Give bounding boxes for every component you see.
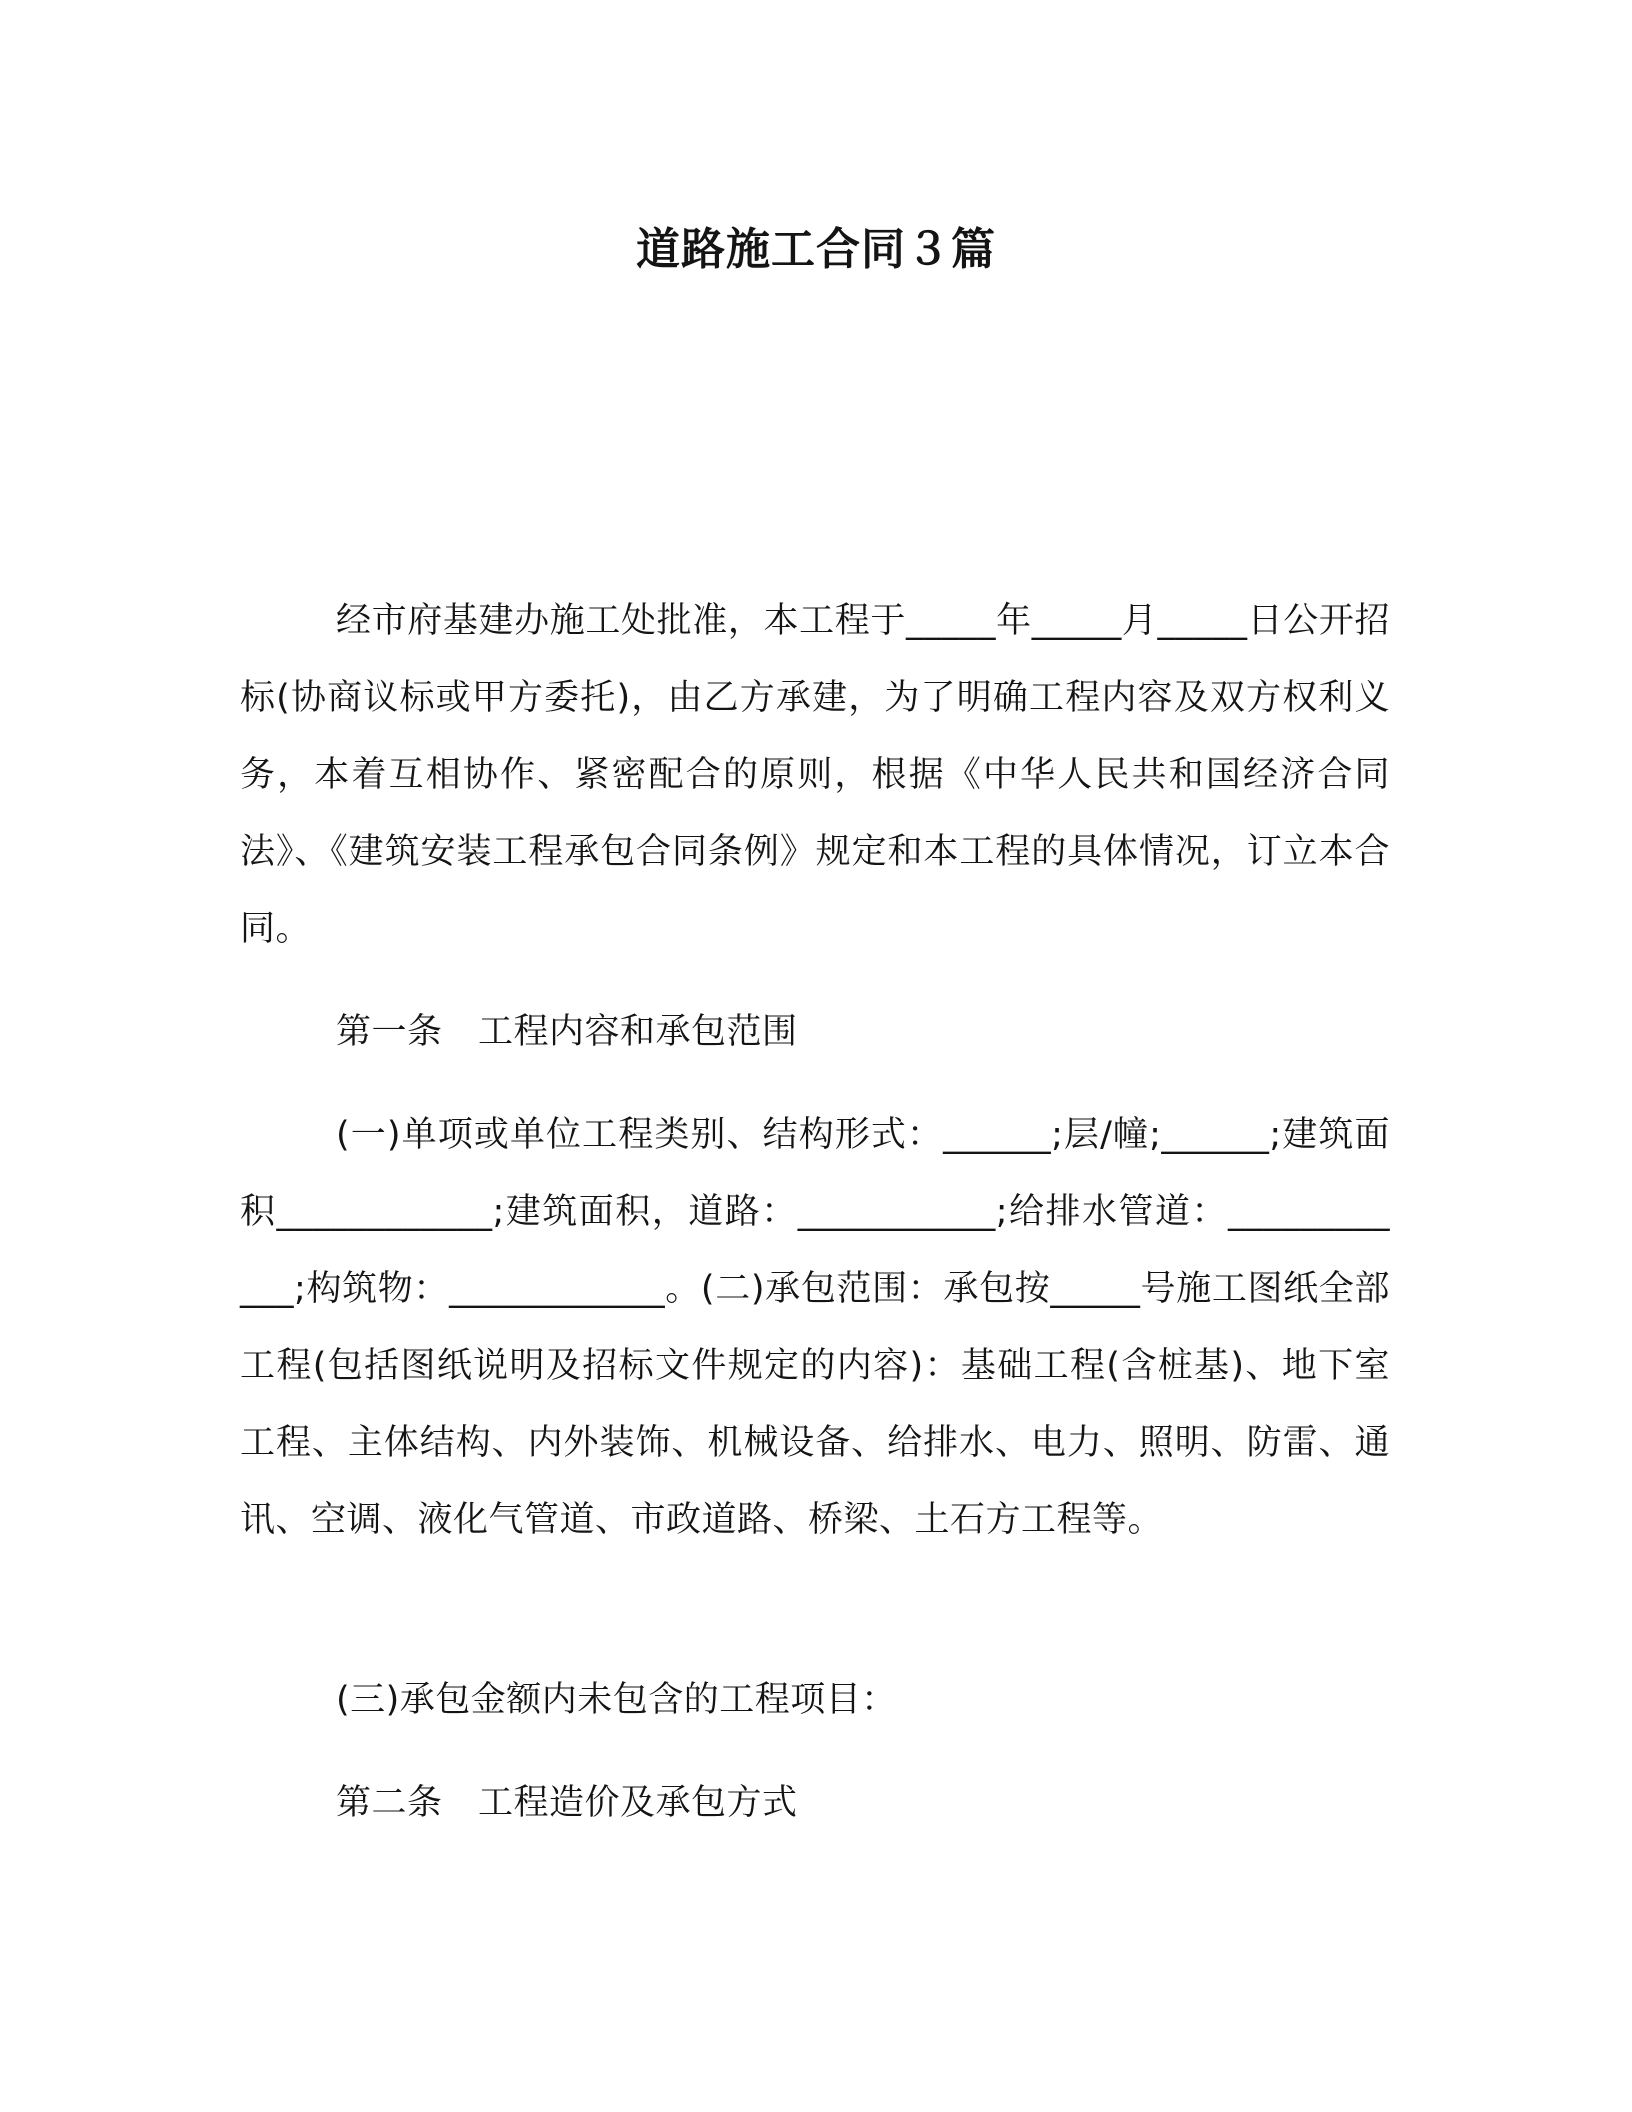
- article-1-heading: 第一条 工程内容和承包范围: [336, 1012, 798, 1052]
- intro-paragraph: 经市府基建办施工处批准，本工程于_____年_____月_____日公开招标(协商议标或甲方委托)，由乙方承建，为了明确工程内容及双方权利义务，本着互相协作、紧密配合的原则，根据《中华人民共和国经济合同法》、《建筑安装工程承包合同条例》规定和本工程的具体情况，订立本合同。: [240, 601, 1390, 949]
- article-2-heading: 第二条 工程造价及承包方式: [336, 1783, 798, 1823]
- document-title: 道路施工合同３篇: [636, 224, 996, 275]
- article-1-item-3: (三)承包金额内未包含的工程项目：: [336, 1680, 897, 1720]
- article-1-items-paragraph: (一)单项或单位工程类别、结构形式：______;层/幢;______;建筑面积____________;建筑面积，道路：___________;给排水管道：____________;构筑物：____________。(二)承包范围：承包按_____号施工图纸全部工程(包括图纸说明及招标文件规定的内容)：基础工程(含桩基)、地下室工程、主体结构、内外装饰、机械设备、给排水、电力、照明、防雷、通讯、空调、液化气管道、市政道路、桥梁、土石方工程等。: [240, 1115, 1390, 1540]
